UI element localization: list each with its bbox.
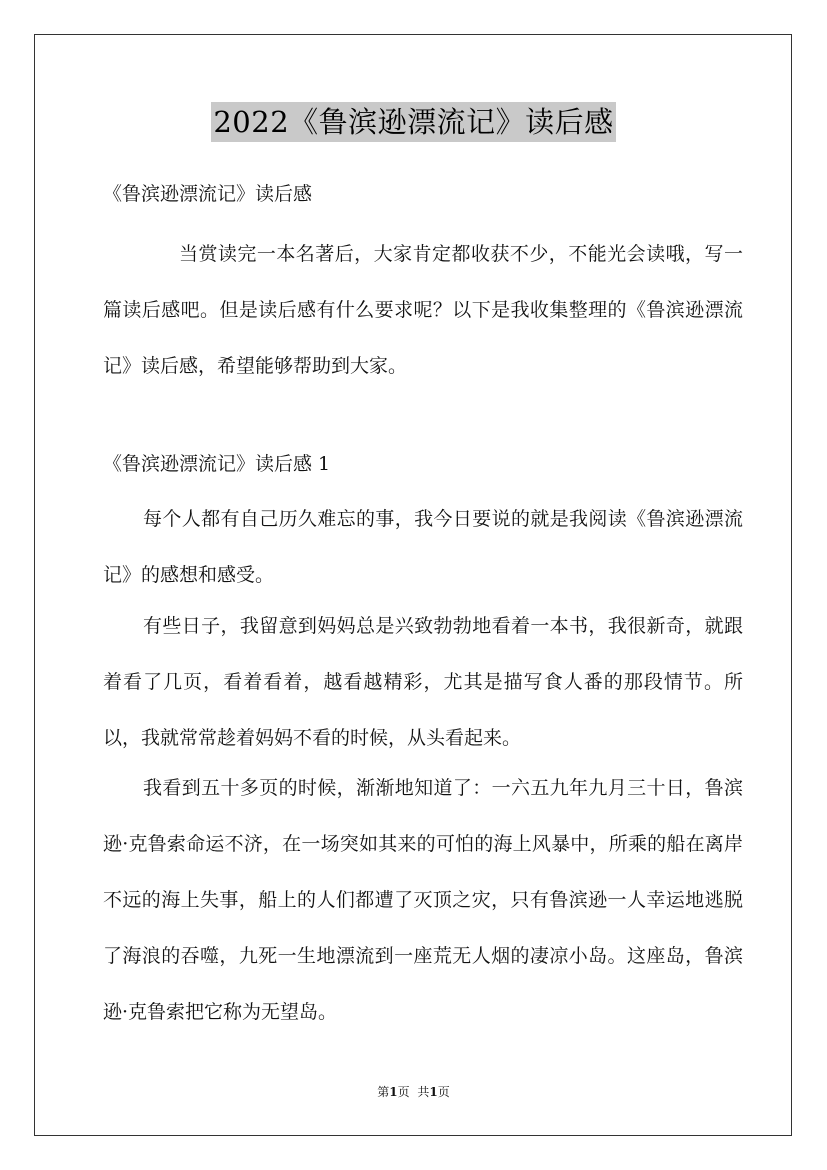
document-title: 2022《鲁滨逊漂流记》读后感 [211, 102, 615, 142]
body-paragraph-3: 我看到五十多页的时候，渐渐地知道了：一六五九年九月三十日，鲁滨逊·克鲁索命运不济，在一场突如其来的可怕的海上风暴中，所乘的船在离岸不远的海上失事，船上的人们都遭了灭顶之灾，只有鲁滨逊一人幸运地逃脱了海浪的吞噬，九死一生地漂流到一座荒无人烟的凄凉小岛。这座岛，鲁滨逊·克鲁索把它称为无望岛。 [103, 777, 743, 1023]
body-paragraph-2: 有些日子，我留意到妈妈总是兴致勃勃地看着一本书，我很新奇，就跟着看了几页，看着看着，越看越精彩，尤其是描写食人番的那段情节。所以，我就常常趁着妈妈不看的时候，从头看起来。 [103, 615, 743, 749]
title-container [0, 102, 827, 142]
footer-page-suffix: 页 [397, 1085, 410, 1099]
section-heading: 《鲁滨逊漂流记》读后感 1 [103, 453, 331, 475]
intro-paragraph: 当赏读完一本名著后，大家肯定都收获不少，不能光会读哦，写一篇读后感吧。但是读后感有什么要求呢？以下是我收集整理的《鲁滨逊漂流记》读后感，希望能够帮助到大家。 [103, 243, 743, 377]
footer-total-number: 1 [429, 1085, 438, 1099]
body-paragraph-1: 每个人都有自己历久难忘的事，我今日要说的就是我阅读《鲁滨逊漂流记》的感想和感受。 [103, 508, 743, 586]
footer-page-number: 1 [389, 1085, 398, 1099]
footer-total-label: 共 [417, 1085, 430, 1099]
page-footer [0, 1083, 827, 1101]
footer-page-label: 第 [377, 1085, 390, 1099]
document-subtitle: 《鲁滨逊漂流记》读后感 [103, 183, 313, 205]
footer-total-suffix: 页 [437, 1085, 450, 1099]
